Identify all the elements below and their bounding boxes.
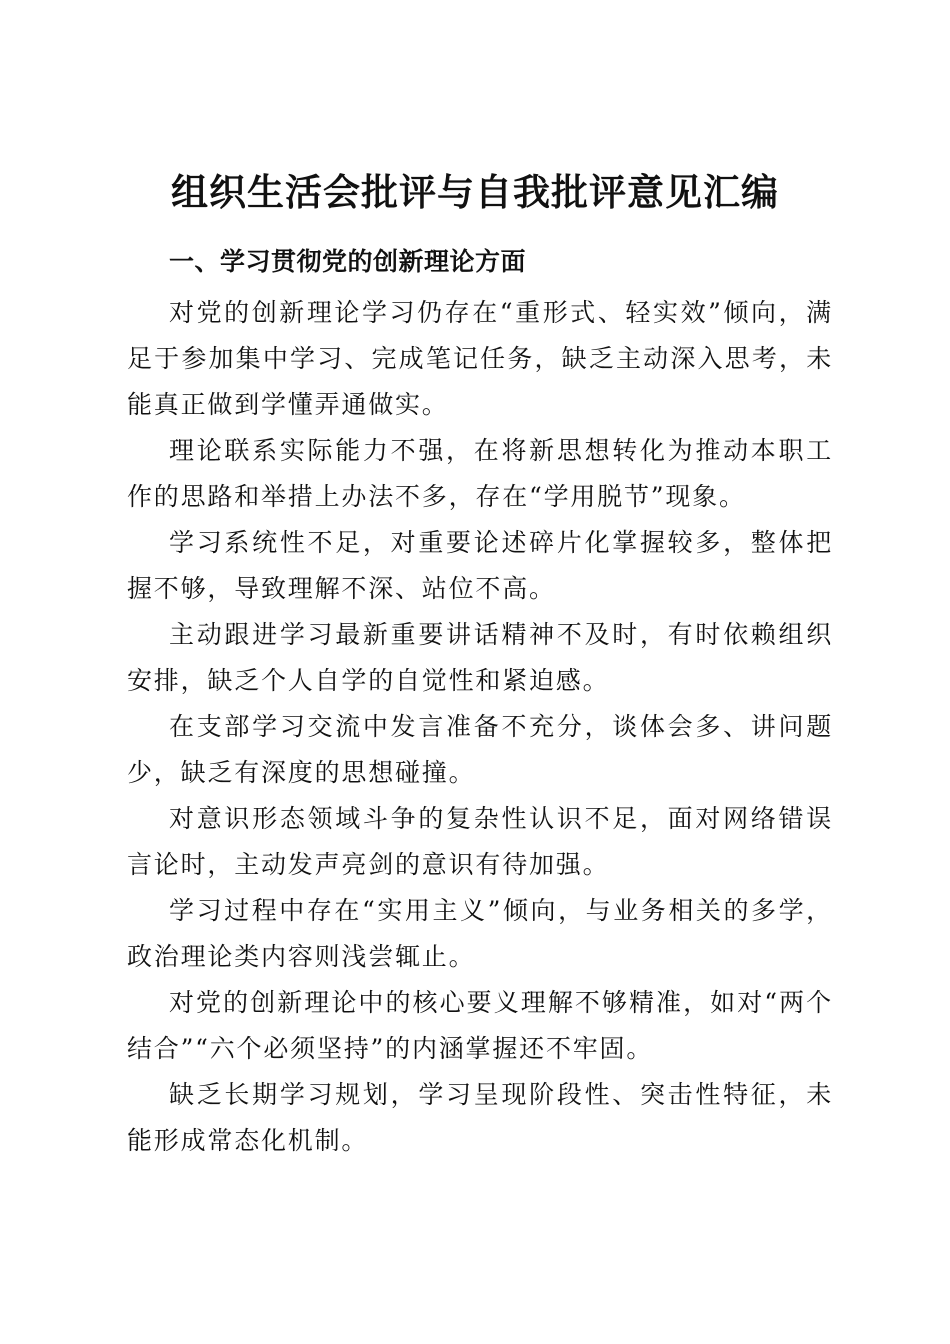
- paragraph-8: 对党的创新理论中的核心要义理解不够精准，如对“两个结合”“六个必须坚持”的内涵掌握还不牢固。: [127, 988, 833, 1063]
- section-heading: 一、学习贯彻党的创新理论方面: [169, 247, 527, 276]
- paragraph-1: 对党的创新理论学习仍存在“重形式、轻实效”倾向，满足于参加集中学习、完成笔记任务，缺乏主动深入思考，未能真正做到学懂弄通做实。: [127, 298, 833, 419]
- paragraph-3: 学习系统性不足，对重要论述碎片化掌握较多，整体把握不够，导致理解不深、站位不高。: [127, 528, 833, 603]
- document-title: 组织生活会批评与自我批评意见汇编: [171, 171, 779, 214]
- paragraph-7: 学习过程中存在“实用主义”倾向，与业务相关的多学，政治理论类内容则浅尝辄止。: [127, 896, 833, 971]
- paragraph-9: 缺乏长期学习规划，学习呈现阶段性、突击性特征，未能形成常态化机制。: [127, 1080, 833, 1155]
- paragraph-5: 在支部学习交流中发言准备不充分，谈体会多、讲问题少，缺乏有深度的思想碰撞。: [127, 712, 833, 787]
- paragraph-2: 理论联系实际能力不强，在将新思想转化为推动本职工作的思路和举措上办法不多，存在“学用脱节”现象。: [127, 436, 833, 511]
- paragraph-6: 对意识形态领域斗争的复杂性认识不足，面对网络错误言论时，主动发声亮剑的意识有待加强。: [127, 804, 833, 879]
- paragraph-4: 主动跟进学习最新重要讲话精神不及时，有时依赖组织安排，缺乏个人自学的自觉性和紧迫感。: [127, 620, 833, 695]
- document-body: [127, 242, 833, 1164]
